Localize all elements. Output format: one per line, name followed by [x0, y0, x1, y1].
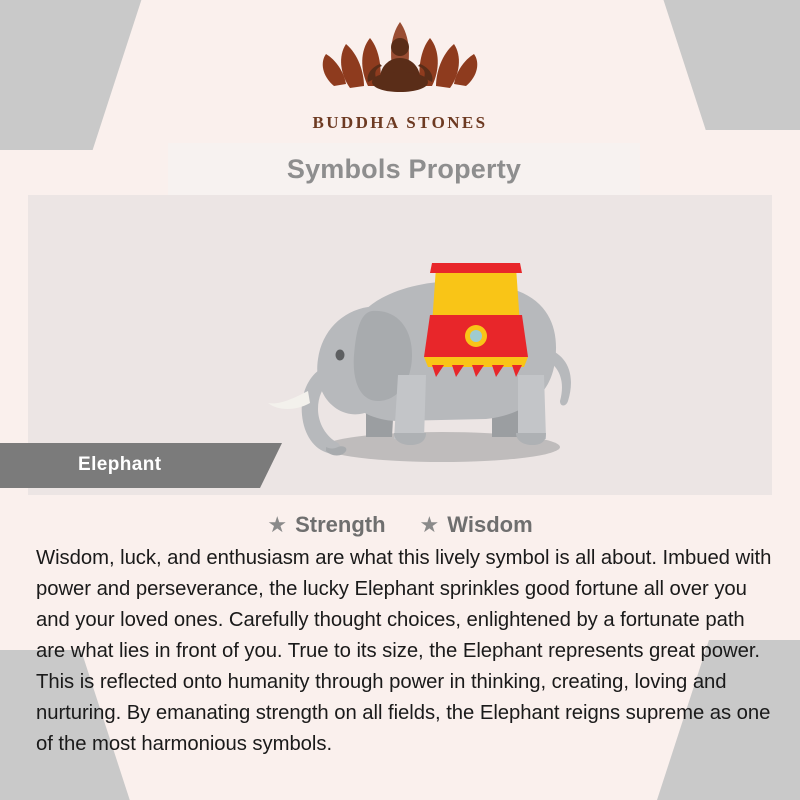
- star-icon: ★: [267, 512, 288, 537]
- attribute-label-strength: Strength: [295, 512, 386, 537]
- page-title: [168, 143, 640, 195]
- page-title-text: Symbols Property: [286, 153, 522, 184]
- caption-label: Elephant: [78, 454, 162, 475]
- elephant-illustration: [246, 215, 626, 475]
- attribute-label-wisdom: Wisdom: [447, 512, 533, 537]
- attribute-strength: [267, 512, 385, 538]
- description-text: Wisdom, luck, and enthusiasm are what this lively symbol is all about. Imbued with power and perseverance, the lucky Elephant sprinkles good fortune all over you and your loved ones. Carefully thought choices, enlightened by a fortunate path are what lies in front of you. True to its size, the Elephant represents great power. This is reflected onto humanity through power in thinking, creating, loving and nurturing. By emanating strength on all fields, the Elephant reigns supreme as one of the most harmonious symbols.: [36, 547, 772, 755]
- star-icon: ★: [419, 512, 440, 537]
- brand-header: [0, 14, 800, 133]
- lotus-meditation-figure-icon: [310, 14, 490, 109]
- attributes-row: [0, 512, 800, 538]
- caption-tag: [0, 443, 260, 488]
- attribute-wisdom: [420, 512, 533, 538]
- brand-name: BUDDHA STONES: [312, 113, 488, 132]
